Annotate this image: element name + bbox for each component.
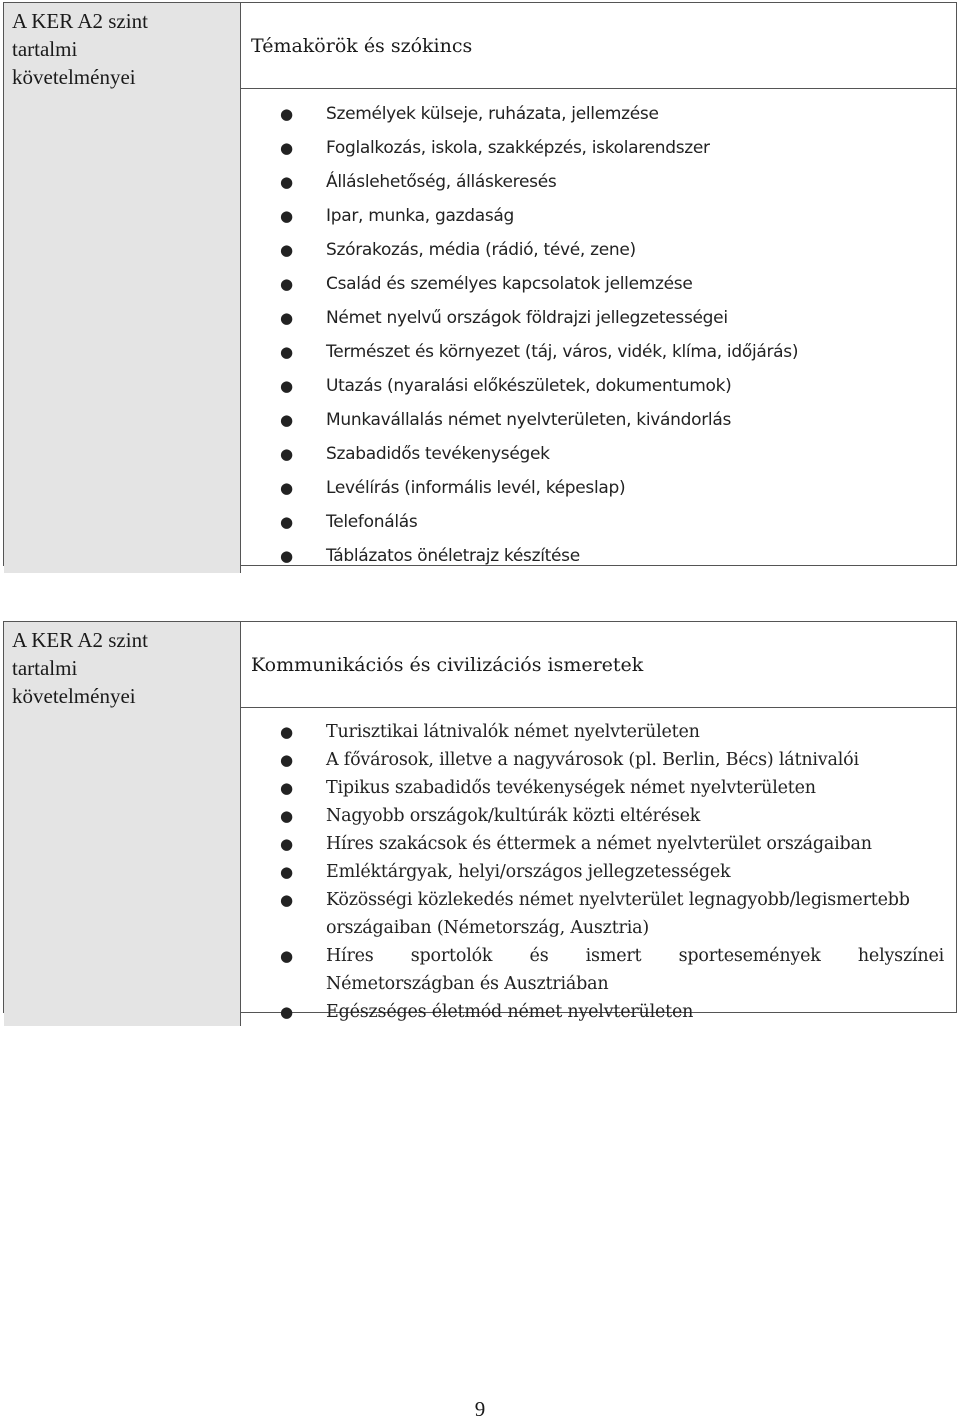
label-line: követelményei (12, 65, 136, 89)
label-line: A KER A2 szint (12, 9, 148, 33)
bullet-icon: ● (280, 343, 293, 361)
justified-word: és (529, 946, 549, 966)
bullet-icon: ● (280, 173, 293, 191)
list-item: ● Természet és környezet (táj, város, vidék, klíma, időjárás) (241, 335, 956, 369)
label-line: követelményei (12, 684, 136, 708)
topics-list (241, 97, 956, 573)
bullet-icon: ● (280, 105, 293, 123)
list-item: ● Család és személyes kapcsolatok jellemzése (241, 267, 956, 301)
bullet-icon: ● (280, 445, 293, 463)
label-line: tartalmi (12, 656, 78, 680)
requirements-label-cell (4, 622, 241, 1026)
list-item: ● Ipar, munka, gazdaság (241, 199, 956, 233)
topics-list-cell (241, 708, 956, 1026)
list-item: ● Egészséges életmód német nyelvterületen (241, 998, 956, 1026)
topics-list (241, 718, 956, 1026)
communication-table (3, 621, 957, 1022)
bullet-icon: ● (280, 751, 293, 769)
justified-word: sportolók (410, 946, 493, 966)
page-number: 9 (474, 1397, 486, 1421)
justified-word: sportesemények (678, 946, 821, 966)
bullet-icon: ● (280, 241, 293, 259)
item-line: Közösségi közlekedés német nyelvterület legnagyobb/legismertebb (326, 890, 910, 910)
list-item: ● Szabadidős tevékenységek (241, 437, 956, 471)
item-line: országaiban (Németország, Ausztria) (326, 918, 649, 938)
list-item: ● Nagyobb országok/kultúrák közti eltérések (241, 802, 956, 830)
section-heading: Témakörök és szókincs (241, 3, 956, 89)
section-heading: Kommunikációs és civilizációs ismeretek (241, 622, 956, 708)
bullet-icon: ● (280, 891, 293, 909)
label-line: tartalmi (12, 37, 78, 61)
list-item: ● Utazás (nyaralási előkészületek, dokumentumok) (241, 369, 956, 403)
list-item (241, 886, 956, 942)
bullet-icon: ● (280, 863, 293, 881)
bullet-icon: ● (280, 947, 293, 965)
bullet-icon: ● (280, 377, 293, 395)
list-item: ● Német nyelvű országok földrajzi jellegzetességei (241, 301, 956, 335)
list-item: ● Táblázatos önéletrajz készítése (241, 539, 956, 573)
list-item: ● Munkavállalás német nyelvterületen, kivándorlás (241, 403, 956, 437)
requirements-label-cell (4, 3, 241, 573)
label-line: A KER A2 szint (12, 628, 148, 652)
bullet-icon: ● (280, 479, 293, 497)
bullet-icon: ● (280, 513, 293, 531)
bullet-icon: ● (280, 411, 293, 429)
list-item: ● Szórakozás, média (rádió, tévé, zene) (241, 233, 956, 267)
list-item (241, 942, 956, 998)
list-item: ● Személyek külseje, ruházata, jellemzése (241, 97, 956, 131)
topics-list-cell (241, 89, 956, 573)
topics-table (3, 2, 957, 566)
list-item: ● Emléktárgyak, helyi/országos jellegzetességek (241, 858, 956, 886)
bullet-icon: ● (280, 275, 293, 293)
list-item: ● Álláslehetőség, álláskeresés (241, 165, 956, 199)
bullet-icon: ● (280, 723, 293, 741)
item-line: Németországban és Ausztriában (326, 974, 609, 994)
bullet-icon: ● (280, 779, 293, 797)
list-item: ● Turisztikai látnivalók német nyelvterületen (241, 718, 956, 746)
bullet-icon: ● (280, 835, 293, 853)
bullet-icon: ● (280, 1003, 293, 1021)
bullet-icon: ● (280, 139, 293, 157)
item-line-justified (326, 942, 944, 970)
bullet-icon: ● (280, 807, 293, 825)
list-item: ● Foglalkozás, iskola, szakképzés, iskolarendszer (241, 131, 956, 165)
list-item: ● Tipikus szabadidős tevékenységek német nyelvterületen (241, 774, 956, 802)
bullet-icon: ● (280, 309, 293, 327)
bullet-icon: ● (280, 207, 293, 225)
bullet-icon: ● (280, 547, 293, 565)
justified-word: Híres (326, 946, 374, 966)
list-item: ● Levélírás (informális levél, képeslap) (241, 471, 956, 505)
list-item: ● A fővárosok, illetve a nagyvárosok (pl. Berlin, Bécs) látnivalói (241, 746, 956, 774)
justified-word: ismert (585, 946, 642, 966)
list-item: ● Telefonálás (241, 505, 956, 539)
justified-word: helyszínei (857, 946, 944, 966)
list-item: ● Híres szakácsok és éttermek a német nyelvterület országaiban (241, 830, 956, 858)
